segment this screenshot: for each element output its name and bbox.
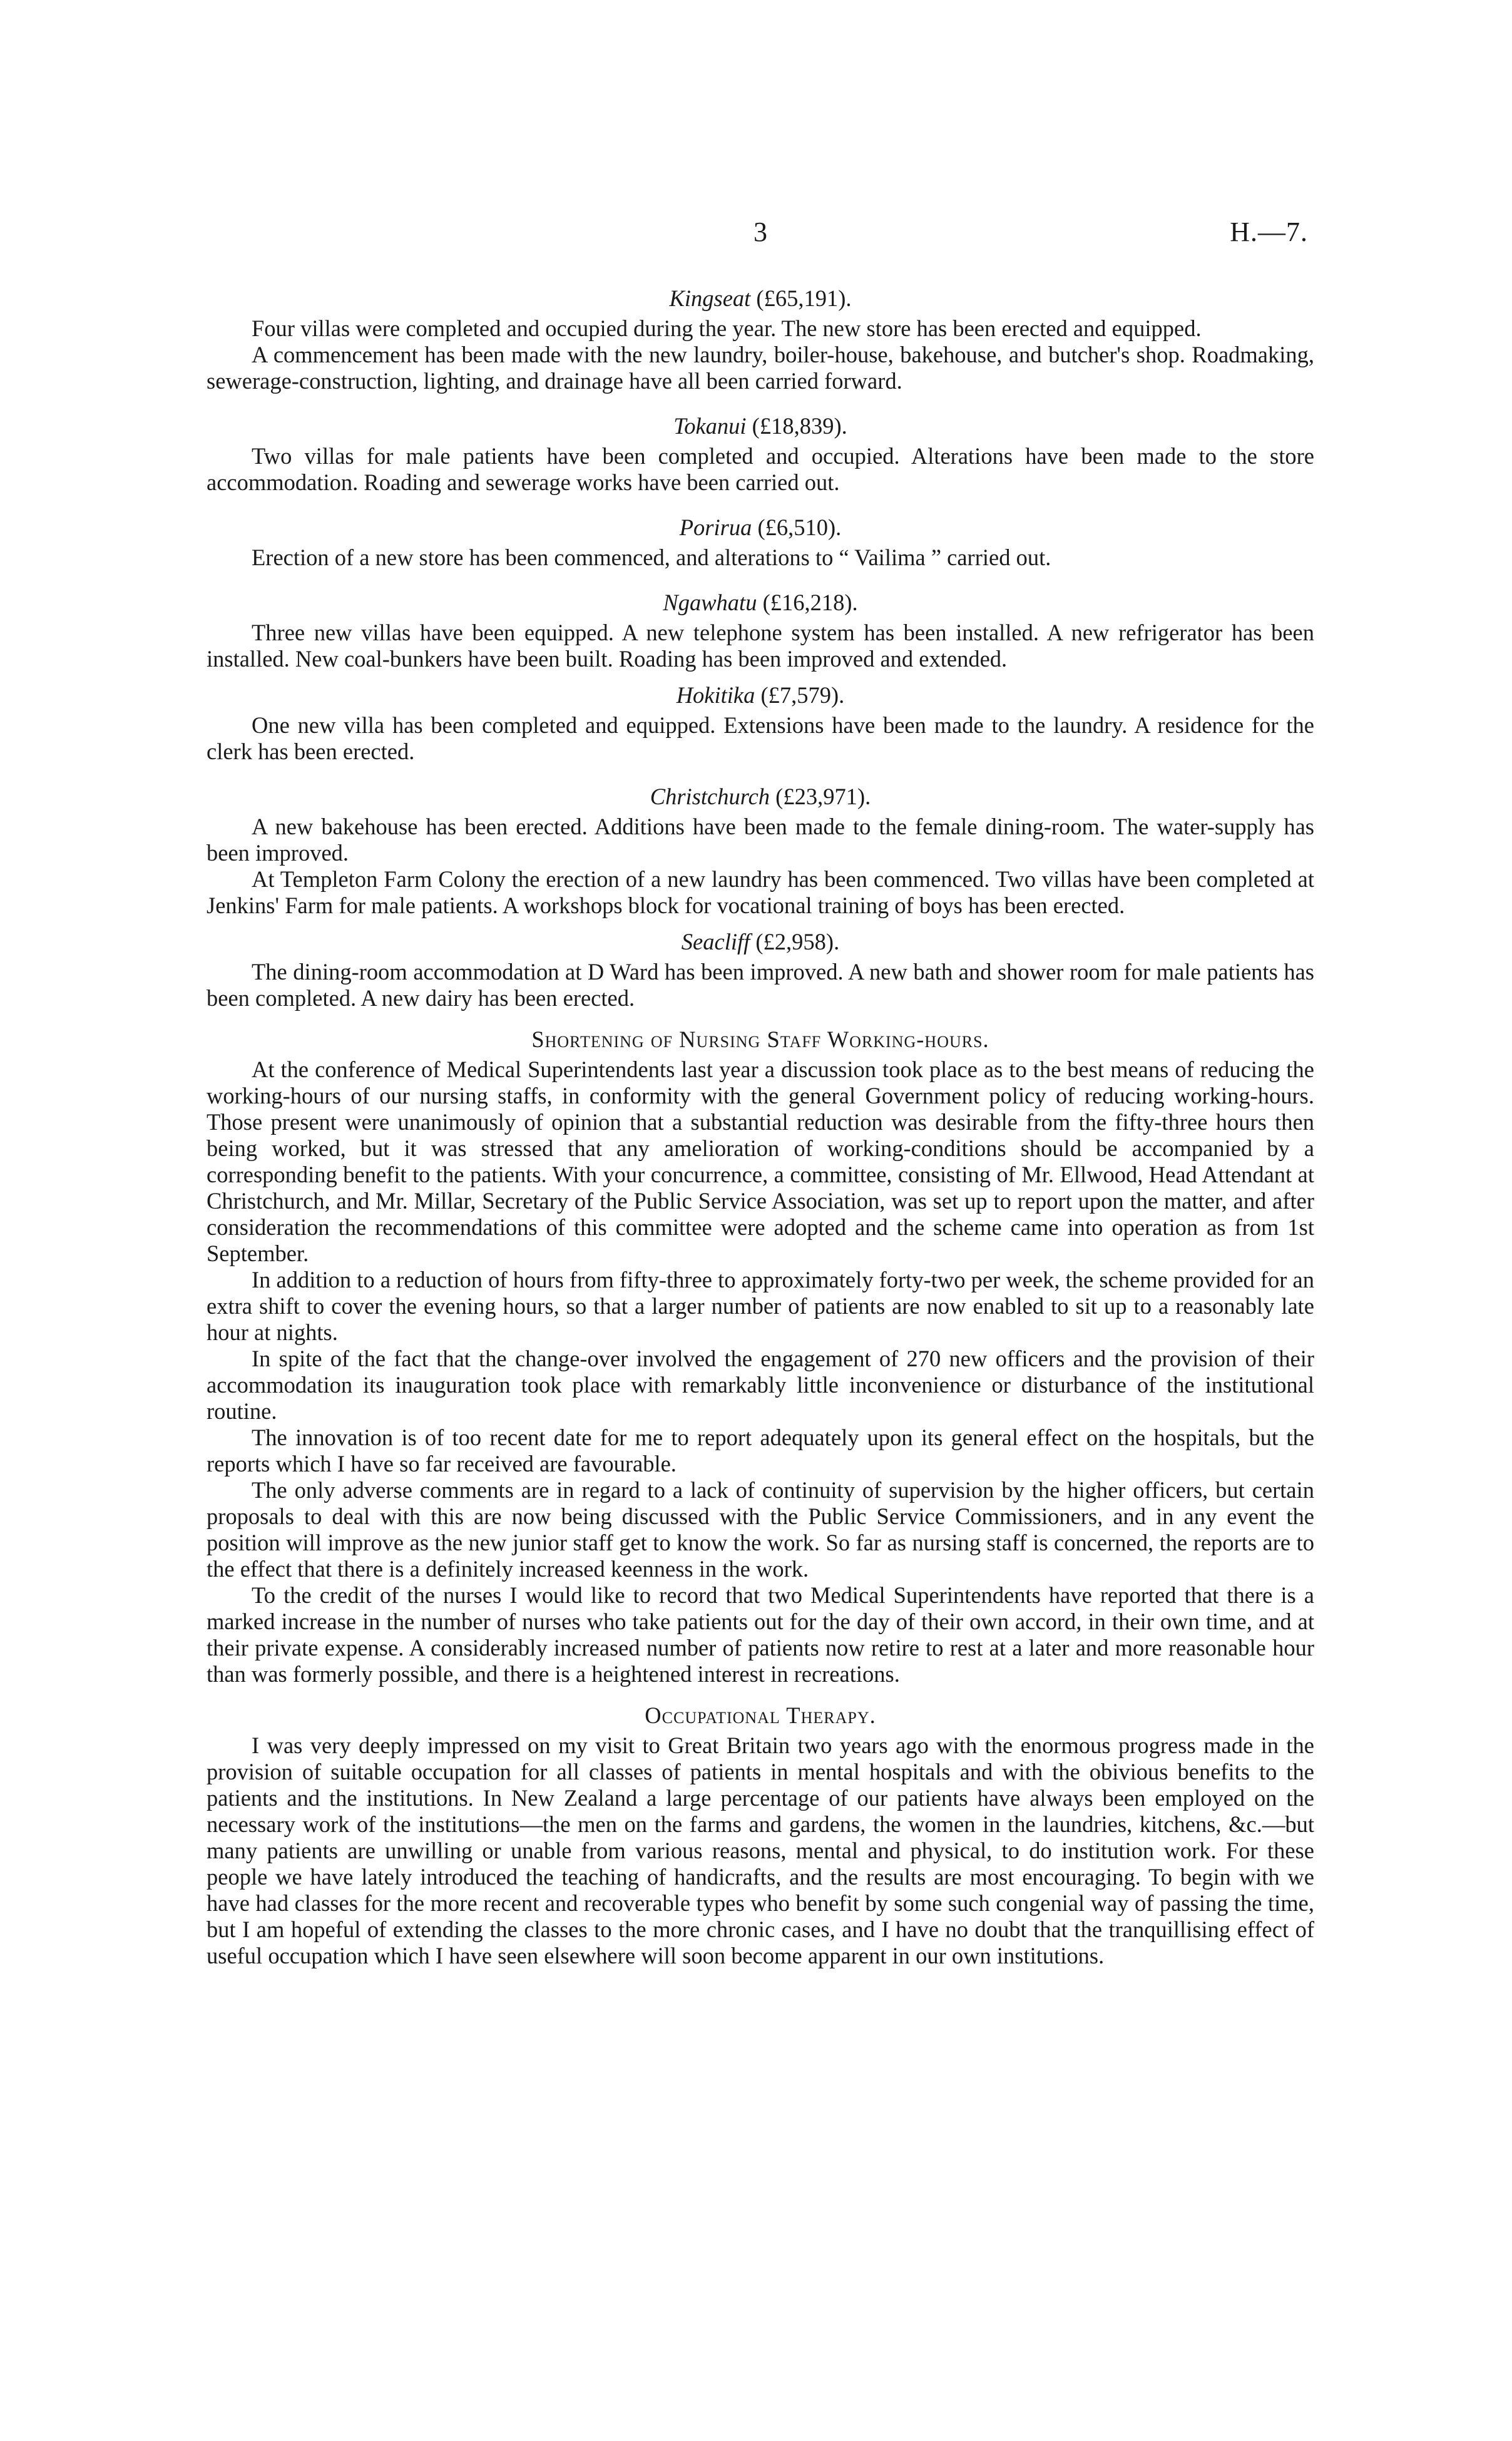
section-amount: (£16,218). bbox=[762, 590, 858, 615]
section-ngawhatu bbox=[207, 590, 1314, 672]
section-title bbox=[207, 929, 1314, 955]
section-title bbox=[207, 413, 1314, 439]
page-header bbox=[207, 219, 1314, 275]
section-kingseat bbox=[207, 285, 1314, 394]
paragraph: Three new villas have been equipped. A new telephone system has been installed. A new refrigerator has been installed. New coal-bunkers have been built. Roading has been improved and extended. bbox=[207, 620, 1314, 672]
paragraph: At Templeton Farm Colony the erection of a new laundry has been commenced. Two villas have been completed at Jenkins' Farm for male patients. A workshops block for vocational training of boys has been erected. bbox=[207, 866, 1314, 918]
section-title bbox=[207, 784, 1314, 810]
section-name: Ngawhatu bbox=[663, 590, 757, 615]
section-shortening-working-hours bbox=[207, 1026, 1314, 1687]
section-name: Hokitika bbox=[676, 682, 755, 708]
section-amount: (£7,579). bbox=[760, 682, 845, 708]
section-heading: Occupational Therapy. bbox=[645, 1702, 876, 1728]
paragraph: One new villa has been completed and equipped. Extensions have been made to the laundry. A residence for the clerk has been erected. bbox=[207, 712, 1314, 764]
section-seacliff bbox=[207, 929, 1314, 1011]
section-name: Christchurch bbox=[650, 784, 770, 809]
paragraph: Two villas for male patients have been completed and occupied. Alterations have been made to the store accommodation. Roading and sewerage works have been carried out. bbox=[207, 443, 1314, 495]
section-amount: (£2,958). bbox=[755, 929, 840, 954]
section-hokitika bbox=[207, 682, 1314, 765]
paragraph: In spite of the fact that the change-over involved the engagement of 270 new officers and the provision of their accommodation its inauguration took place with remarkably little inconvenience or disturbance of the institutional routine. bbox=[207, 1346, 1314, 1424]
paragraph: The only adverse comments are in regard to a lack of continuity of supervision by the higher officers, but certain proposals to deal with this are now being discussed with the Public Service Commissioners, and in any event the position will improve as the new junior staff get to know the work. So far as nursing staff is concerned, the reports are to the effect that there is a definitely increased keenness in the work. bbox=[207, 1477, 1314, 1582]
paragraph: A new bakehouse has been erected. Additions have been made to the female dining-room. The water-supply has been improved. bbox=[207, 814, 1314, 866]
section-porirua bbox=[207, 514, 1314, 571]
section-christchurch bbox=[207, 784, 1314, 919]
section-title bbox=[207, 514, 1314, 541]
section-name: Kingseat bbox=[669, 285, 751, 311]
section-tokanui bbox=[207, 413, 1314, 496]
section-amount: (£18,839). bbox=[752, 413, 847, 439]
section-title bbox=[207, 590, 1314, 616]
section-name: Seacliff bbox=[681, 929, 750, 954]
paragraph: At the conference of Medical Superintendents last year a discussion took place as to the best means of reducing the working-hours of our nursing staffs, in conformity with the general Government policy of reducing working-hours. Those present were unanimously of opinion that a substantial reduction was desirable from the fifty-three hours then being worked, but it was stressed that any amelioration of working-conditions should be accompanied by a corresponding benefit to the patients. With your concurrence, a committee, consisting of Mr. Ellwood, Head Attendant at Christchurch, and Mr. Millar, Secretary of the Public Service Association, was set up to report upon the matter, and after consideration the recommendations of this committee were adopted and the scheme came into operation as from 1st September. bbox=[207, 1057, 1314, 1266]
paragraph: In addition to a reduction of hours from fifty-three to approximately forty-two per week, the scheme provided for an extra shift to cover the evening hours, so that a larger number of patients are now enabled to sit up to a reasonably late hour at nights. bbox=[207, 1267, 1314, 1345]
paragraph: To the credit of the nurses I would like to record that two Medical Superintendents have reported that there is a marked increase in the number of nurses who take patients out for the day of their own accord, in their own time, and at their private expense. A considerably increased number of patients now retire to rest at a later and more reasonable hour than was formerly possible, and there is a heightened interest in recreations. bbox=[207, 1582, 1314, 1687]
section-name: Tokanui bbox=[673, 413, 747, 439]
paragraph: The dining-room accommodation at D Ward has been improved. A new bath and shower room for male patients has been completed. A new dairy has been erected. bbox=[207, 959, 1314, 1011]
document-page bbox=[207, 219, 1314, 1969]
paragraph: Four villas were completed and occupied during the year. The new store has been erected and equipped. bbox=[252, 315, 1202, 341]
document-reference: H.—7. bbox=[1230, 217, 1308, 247]
page-number: 3 bbox=[753, 217, 767, 247]
section-amount: (£65,191). bbox=[756, 285, 852, 311]
paragraph: The innovation is of too recent date for me to report adequately upon its general effect on the hospitals, but the reports which I have so far received are favourable. bbox=[207, 1425, 1314, 1476]
section-title bbox=[207, 682, 1314, 709]
section-occupational-therapy bbox=[207, 1702, 1314, 1969]
section-title bbox=[207, 285, 1314, 312]
paragraph: A commencement has been made with the new laundry, boiler-house, bakehouse, and butcher's shop. Roadmaking, sewerage-construction, lighting, and drainage have all been carried forward. bbox=[207, 342, 1314, 394]
paragraph: I was very deeply impressed on my visit to Great Britain two years ago with the enormous progress made in the provision of suitable occupation for all classes of patients in mental hospitals and with the obivious benefits to the patients and the institutions. In New Zealand a large percentage of our patients have always been employed on the necessary work of the institutions—the men on the farms and gardens, the women in the laundries, kitchens, &c.—but many patients are unwilling or unable from various reasons, mental and physical, to do institution work. For these people we have lately introduced the teaching of handicrafts, and the results are most encouraging. To begin with we have had classes for the more recent and recoverable types who benefit by some such congenial way of passing the time, but I am hopeful of extending the classes to the more chronic cases, and I have no doubt that the tranquillising effect of useful occupation which I have seen elsewhere will soon become apparent in our own institutions. bbox=[207, 1732, 1314, 1968]
section-amount: (£6,510). bbox=[757, 514, 842, 540]
paragraph: Erection of a new store has been commenced, and alterations to “ Vailima ” carried out. bbox=[252, 545, 1051, 570]
section-name: Porirua bbox=[679, 514, 752, 540]
section-amount: (£23,971). bbox=[775, 784, 871, 809]
section-heading: Shortening of Nursing Staff Working-hours. bbox=[531, 1026, 989, 1052]
